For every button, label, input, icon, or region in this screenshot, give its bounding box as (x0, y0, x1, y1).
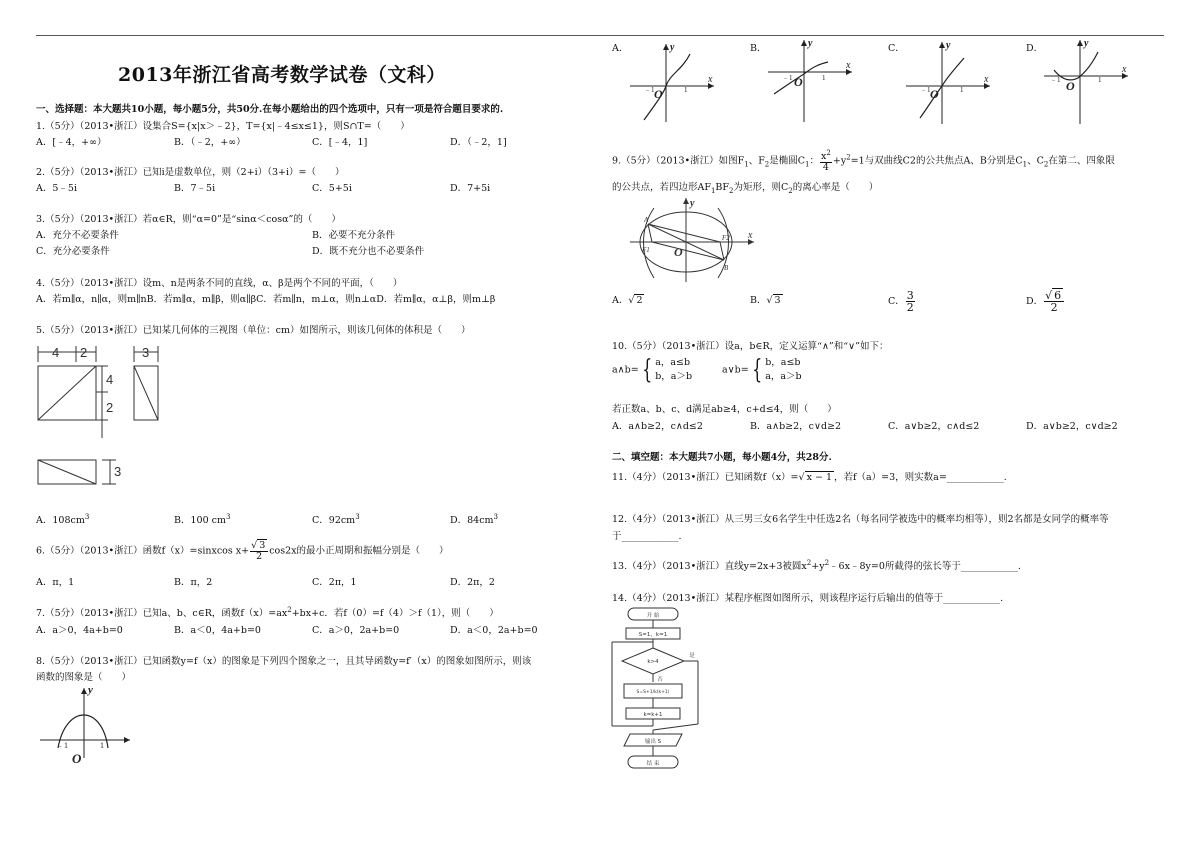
q14-stem: 14.（4分）（2013•浙江）某程序框图如图所示，则该程序运行后输出的值等于____________. (612, 593, 1004, 604)
q1-option-c: C．[﹣4，1] (312, 137, 368, 148)
q9-option-b: B．√ 3 (750, 295, 781, 306)
q1-option-a: A．[﹣4，+∞） (36, 137, 107, 148)
q5-option-d: D．$84cm^3$ (450, 512, 499, 526)
q12-stem-line2: 于____________. (612, 531, 682, 542)
q5-option-c: C．$92cm^3$ (312, 512, 360, 526)
svg-text:O: O (1066, 79, 1075, 93)
svg-text:x: x (984, 74, 989, 85)
origin-label: O (72, 751, 82, 766)
dim-label-2-side: 2 (106, 400, 114, 415)
q4-options: A．若m∥α，n∥α，则m∥nB．若m∥α，m∥β，则α∥βC．若m∥n，m⊥α，则n⊥αD．若m∥α，α⊥β，则m⊥β (36, 294, 496, 305)
svg-text:x: x (708, 74, 713, 85)
q10-option-d: D．a∨b≥2，c∨d≥2 (1026, 421, 1118, 432)
q6-option-c: C．2π，1 (312, 577, 357, 588)
q10-or-definition: a∨b= { b，a≤b a，a＞b (722, 354, 802, 385)
svg-text:x: x (846, 60, 851, 71)
q6-option-d: D．2π，2 (450, 577, 495, 588)
q1-option-b: B．（﹣2，+∞） (174, 137, 246, 148)
q10-option-c: C．a∨b≥2，c∧d≤2 (888, 421, 980, 432)
flow-init: S=1，k=1 (638, 632, 668, 638)
svg-text:y: y (690, 198, 695, 209)
flow-output: 输出 S (644, 739, 662, 745)
q8-option-b: B． (750, 43, 767, 54)
q5-option-a: A．$108cm^3$ (36, 512, 90, 526)
q3-option-a: A．充分不必要条件 (36, 230, 119, 241)
q1-stem: 1.（5分）（2013•浙江）设集合S={x|x＞﹣2}，T={x|﹣4≤x≤1}，则S∩T=（ ） (36, 121, 410, 132)
derivative-graph (36, 684, 136, 764)
q9-option-d: D． $\frac{√ 6}{2}$ (1026, 290, 1065, 313)
q9-stem-line2: 的公共点，若四边形$AF_1BF_2$为矩形，则$C_2$的离心率是（ ） (612, 182, 879, 195)
q7-option-c: C．a＞0，2a+b=0 (312, 625, 400, 636)
q10-condition: 若正数a、b、c、d满足ab≥4，c+d≤4，则（ ） (612, 404, 837, 415)
flow-increment: k=k+1 (643, 712, 663, 718)
q8-stem-line1: 8.（5分）（2013•浙江）已知函数y=f（x）的图象是下列四个图象之一，且其导函数y=f′（x）的图象如图所示，则该 (36, 656, 532, 667)
q5-option-b: B．100 $cm^3$ (174, 512, 231, 526)
q8-graph-a (626, 40, 726, 124)
q2-option-a: A．5﹣5i (36, 183, 77, 194)
q9-option-c: C． $\frac{3}{2}$ (888, 289, 914, 314)
q7-option-a: A．a＞0，4a+b=0 (36, 625, 123, 636)
q2-option-c: C．5+5i (312, 183, 352, 194)
q5-stem: 5.（5分）（2013•浙江）已知某几何体的三视图（单位：cm）如图所示，则该几何体的体积是（ ） (36, 325, 471, 336)
svg-text:x: x (1122, 64, 1127, 75)
q8-stem-line2: 函数的图象是（ ） (36, 672, 132, 683)
dim-label-3-bottom: 3 (114, 464, 122, 479)
svg-text:O: O (794, 75, 803, 89)
q6-option-b: B．π，2 (174, 577, 213, 588)
section-2-header: 二、填空题：本大题共7小题，每小题4分，共28分. (612, 452, 832, 463)
svg-text:﹣1: ﹣1 (644, 86, 655, 94)
svg-text:x: x (748, 230, 753, 241)
tick-1: 1 (100, 741, 104, 750)
top-rule (36, 35, 1164, 36)
q3-option-b: B．必要不充分条件 (312, 230, 395, 241)
dim-label-2-top: 2 (80, 345, 88, 360)
q10-option-a: A．a∧b≥2，c∧d≤2 (612, 421, 703, 432)
focus-f2-label: F2 (722, 234, 730, 242)
svg-text:﹣1: ﹣1 (920, 86, 931, 94)
point-b-label: B (724, 264, 729, 272)
svg-text:﹣1: ﹣1 (782, 74, 793, 82)
svg-text:O: O (654, 87, 663, 101)
q6-option-a: A．π，1 (36, 577, 75, 588)
svg-text:O: O (674, 245, 683, 259)
flow-end: 结 束 (646, 761, 660, 767)
q7-stem: 7.（5分）（2013•浙江）已知a、b、c∈R，函数$f(x)=ax^2+bx+c$．若f（0）=f（4）＞f（1），则（ ） (36, 605, 499, 619)
svg-text:y: y (1084, 38, 1089, 49)
flowchart (606, 606, 716, 772)
svg-text:1: 1 (684, 86, 688, 94)
q2-stem: 2.（5分）（2013•浙江）已知i是虚数单位，则（2+i）（3+i）=（ ） (36, 167, 345, 178)
q1-option-d: D．（﹣2，1] (450, 137, 507, 148)
q9-stem-line1: 9.（5分）（2013•浙江）如图$F_1$、$F_2$是椭圆$C_1$： $\frac{x^2}{4}$ $+y^2=1$与双曲线C2的公共焦点A、B分别是$C_1$、$C_2$在第二、四象限 (612, 149, 1115, 173)
three-view-figure (30, 338, 180, 498)
svg-text:O: O (930, 87, 939, 101)
ellipse-hyperbola-figure (630, 198, 760, 284)
dim-label-4-top: 4 (52, 345, 60, 360)
q13-stem: 13.（4分）（2013•浙江）直线y=2x+3被圆$x^2+y^2﹣6x﹣8y=0$所截得的弦长等于____________. (612, 558, 1021, 572)
svg-text:1: 1 (960, 86, 964, 94)
q11-stem: 11.（4分）（2013•浙江）已知函数f（x）=√ x − 1 ，若f（a）=3，则实数a=____________. (612, 472, 1007, 483)
q3-stem: 3.（5分）（2013•浙江）若α∈R，则“α=0”是“sinα＜cosα”的（ ） (36, 214, 341, 225)
q8-option-c: C． (888, 43, 905, 54)
q7-option-b: B．a＜0，4a+b=0 (174, 625, 261, 636)
svg-text:y: y (808, 38, 813, 49)
q4-stem: 4.（5分）（2013•浙江）设m、n是两条不同的直线，α、β是两个不同的平面，（ ） (36, 278, 403, 289)
svg-text:y: y (946, 40, 951, 51)
q6-stem: 6.（5分）（2013•浙江）函数f（x）=sinxcos x+ $\frac{√ 3}{2}$ cos2x的最小正周期和振幅分别是（ ） (36, 540, 449, 562)
svg-text:﹣1: ﹣1 (1050, 76, 1061, 84)
flow-start: 开 始 (646, 613, 660, 619)
tick-neg1: ﹣1 (56, 741, 68, 750)
q7-option-d: D．a＜0，2a+b=0 (450, 625, 538, 636)
svg-text:y: y (670, 42, 675, 53)
page-title: 2013年浙江省高考数学试卷（文科） (118, 64, 446, 86)
q3-option-c: C．充分必要条件 (36, 246, 110, 257)
q8-graph-c (902, 40, 1002, 124)
q3-option-d: D．既不充分也不必要条件 (312, 246, 425, 257)
q8-option-d: D． (1026, 43, 1044, 54)
q2-option-d: D．7+5i (450, 183, 491, 194)
flow-no: 否 (657, 677, 663, 683)
q8-graph-b (764, 40, 864, 124)
q12-stem-line1: 12.（4分）（2013•浙江）从三男三女6名学生中任选2名（每名同学被选中的概率均相等），则2名都是女同学的概率等 (612, 514, 1109, 525)
q10-and-definition: a∧b= { a，a≤b b，a＞b (612, 354, 693, 385)
dim-label-3-top: 3 (142, 345, 150, 360)
svg-text:1: 1 (1098, 76, 1102, 84)
q10-option-b: B．a∧b≥2，c∨d≥2 (750, 421, 842, 432)
flow-yes: 是 (689, 653, 695, 659)
q9-option-a: A．√ 2 (612, 295, 643, 306)
q8-option-a: A． (612, 43, 629, 54)
svg-text:1: 1 (822, 74, 826, 82)
q8-graph-d (1040, 40, 1140, 124)
point-a-label: A (644, 216, 649, 224)
flow-update: S=S+1/k(k+1) (636, 690, 670, 695)
focus-f1-label: F1 (642, 246, 650, 254)
q2-option-b: B．7﹣5i (174, 183, 216, 194)
q10-stem: 10.（5分）（2013•浙江）设a，b∈R，定义运算“∧”和“∨”如下： (612, 341, 889, 352)
axis-y-label: y (88, 684, 93, 696)
dim-label-4-side: 4 (106, 372, 114, 387)
flow-condition: k>4 (647, 659, 659, 665)
section-1-header: 一、选择题：本大题共10小题，每小题5分，共50分.在每小题给出的四个选项中，只有一项是符合题目要求的. (36, 104, 504, 115)
